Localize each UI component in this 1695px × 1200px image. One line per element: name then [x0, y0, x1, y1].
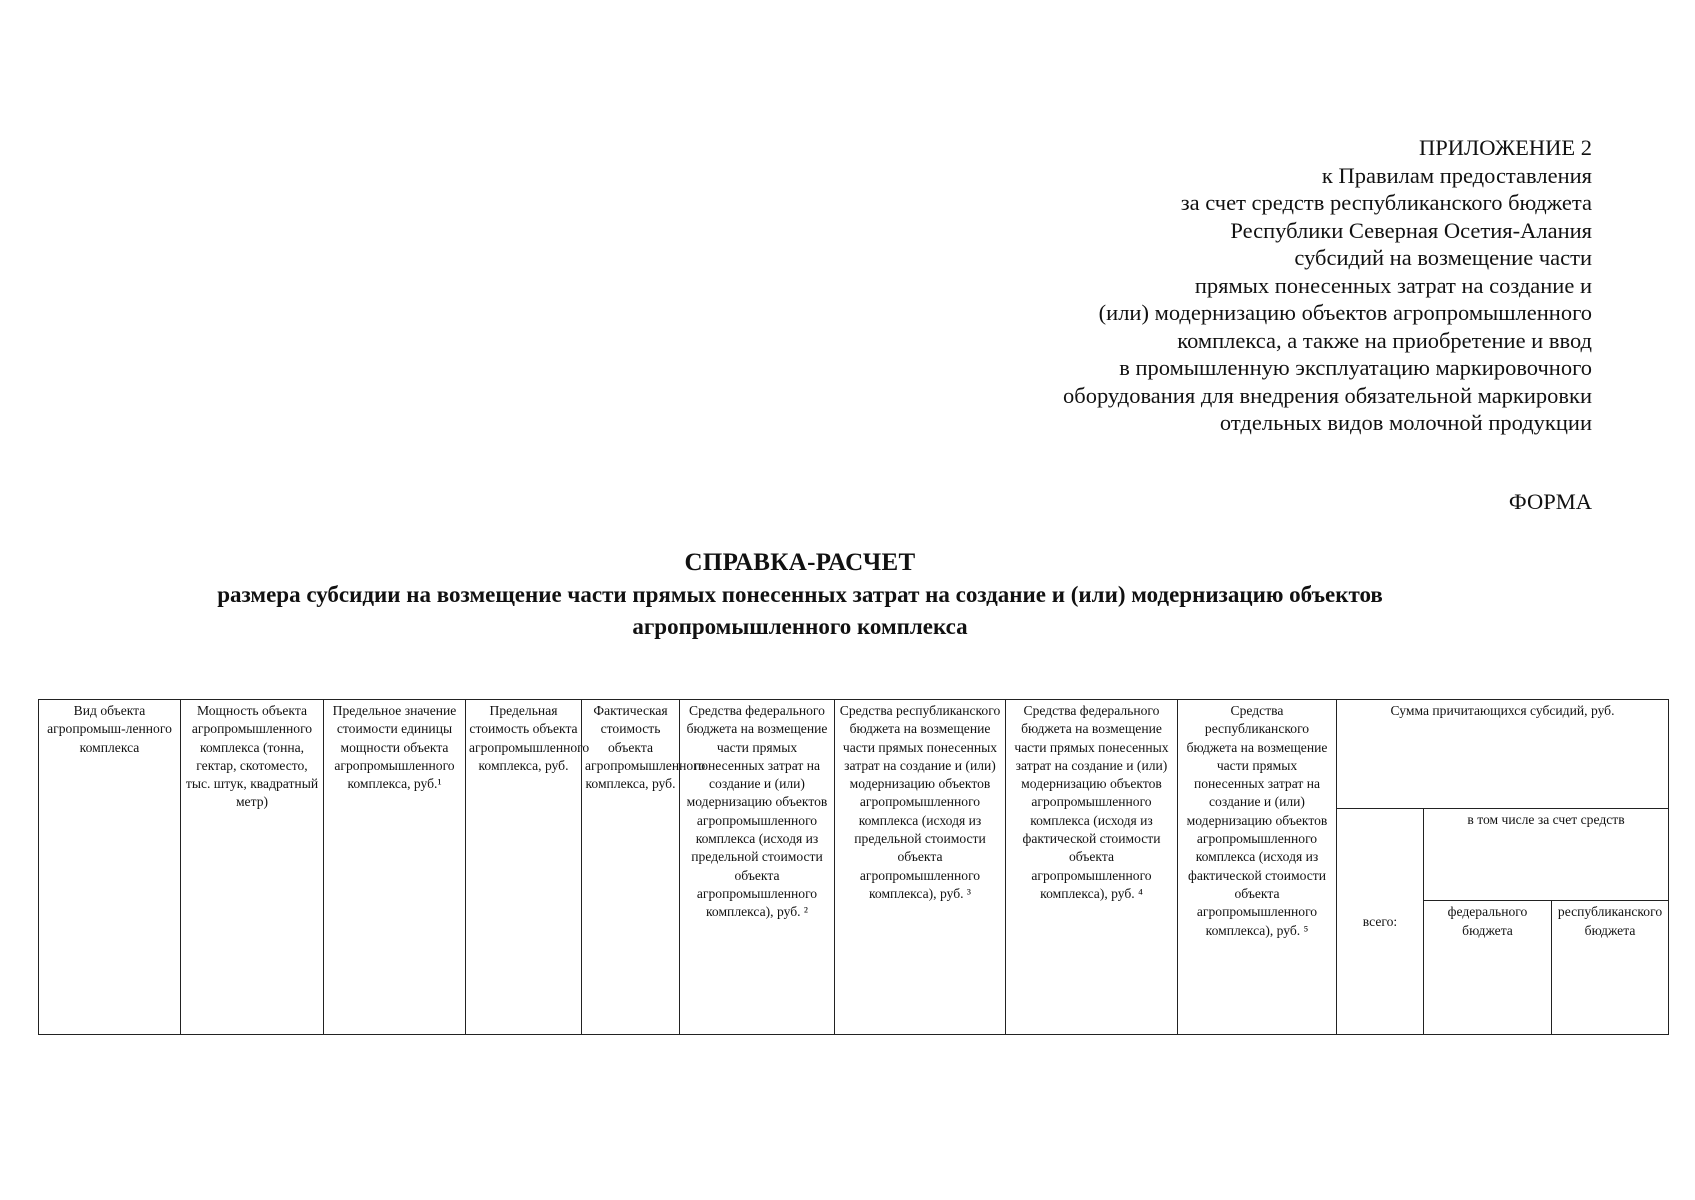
col-header-total: всего:: [1337, 809, 1424, 1035]
col-header-actual-cost: Фактическая стоимость объекта агропромышленного комплекса, руб.: [582, 700, 680, 1035]
document-title-block: [0, 548, 1600, 642]
appendix-line: комплекса, а также на приобретение и ввод: [1177, 327, 1592, 353]
appendix-line: оборудования для внедрения обязательной маркировки: [1063, 382, 1592, 408]
appendix-block: [832, 134, 1592, 437]
col-header-cost-limit: Предельная стоимость объекта агропромышленного комплекса, руб.: [466, 700, 582, 1035]
col-header-republic-by-limit: Средства республиканского бюджета на возмещение части прямых понесенных затрат на создание и (или) модернизацию объектов агропромышленного комплекса (исходя из предельной стоимости объекта агропромышленного комплекса), руб. ³: [835, 700, 1006, 1035]
appendix-line: субсидий на возмещение части: [1294, 245, 1592, 270]
col-header-unit-cost-limit: Предельное значение стоимости единицы мощности объекта агропромышленного комплекса, руб.¹: [324, 700, 466, 1035]
document-subtitle-line-1: размера субсидии на возмещение части прямых понесенных затрат на создание и (или) модернизацию объектов: [217, 582, 1383, 607]
document-title: СПРАВКА-РАСЧЕТ: [684, 549, 916, 576]
col-header-object-type: Вид объекта агропромыш-ленного комплекса: [39, 700, 181, 1035]
col-header-republic-budget: республиканского бюджета: [1552, 901, 1669, 1035]
col-header-subsidy-sum: Сумма причитающихся субсидий, руб.: [1337, 700, 1669, 809]
col-header-including: в том числе за счет средств: [1424, 809, 1669, 901]
appendix-line: (или) модернизацию объектов агропромышленного: [1098, 300, 1592, 325]
appendix-line: за счет средств республиканского бюджета: [1180, 190, 1592, 215]
appendix-line: Республики Северная Осетия-Алания: [1230, 217, 1592, 243]
appendix-heading: ПРИЛОЖЕНИЕ 2: [1419, 135, 1592, 160]
col-header-federal-budget: федерального бюджета: [1424, 901, 1552, 1035]
document-subtitle-line-2: агропромышленного комплекса: [632, 614, 968, 639]
appendix-line: в промышленную эксплуатацию маркировочного: [1119, 355, 1592, 380]
col-header-federal-by-limit: Средства федерального бюджета на возмещение части прямых понесенных затрат на создание и (или) модернизацию объектов агропромышленного комплекса (исходя из предельной стоимости объекта агропромышленного комплекса), руб. ²: [680, 700, 835, 1035]
calculation-table: [38, 699, 1669, 1035]
col-header-federal-by-actual: Средства федерального бюджета на возмещение части прямых понесенных затрат на создание и (или) модернизацию объектов агропромышленного комплекса (исходя из фактической стоимости объекта агропромышленного комплекса), руб. ⁴: [1006, 700, 1178, 1035]
appendix-line: к Правилам предоставления: [1321, 162, 1592, 188]
table-header-row: [39, 700, 1669, 809]
col-header-republic-by-actual: Средства республиканского бюджета на возмещение части прямых понесенных затрат на создание и (или) модернизацию объектов агропромышленного комплекса (исходя из фактической стоимости объекта агропромышленного комплекса), руб. ⁵: [1178, 700, 1337, 1035]
form-label: ФОРМА: [1508, 489, 1592, 514]
appendix-line: прямых понесенных затрат на создание и: [1194, 272, 1592, 298]
appendix-line: отдельных видов молочной продукции: [1219, 410, 1592, 435]
col-header-capacity: Мощность объекта агропромышленного комплекса (тонна, гектар, скотоместо, тыс. штук, квадратный метр): [181, 700, 324, 1035]
